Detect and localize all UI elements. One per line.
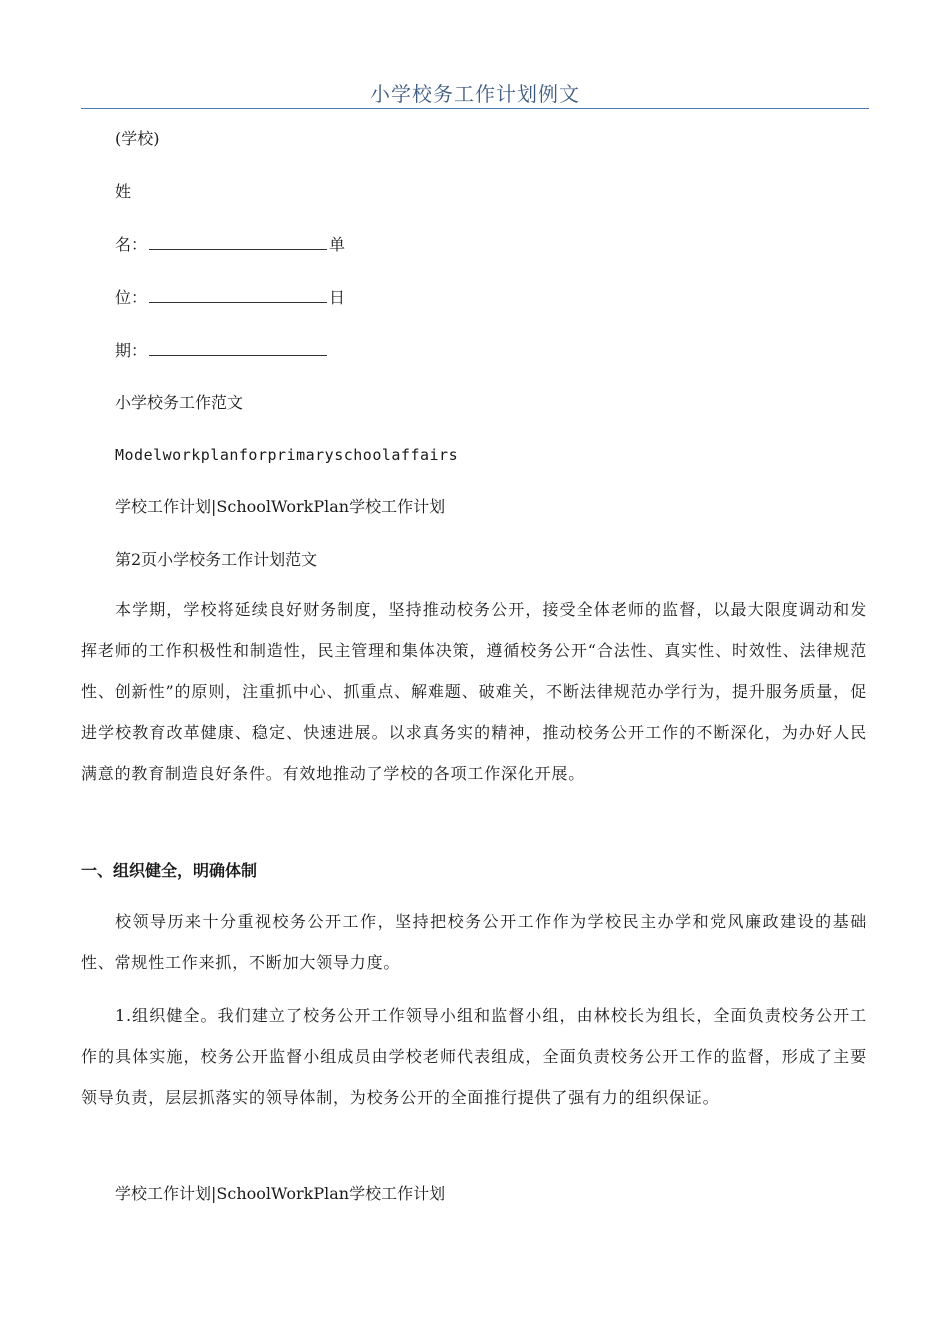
section-1-heading: 一、组织健全，明确体制 xyxy=(81,861,258,880)
date-label-first: 日 xyxy=(329,288,346,307)
section-1-paragraph: 校领导历来十分重视校务公开工作，坚持把校务公开工作作为学校民主办学和党风廉政建设的基础性、常规性工作来抓，不断加大领导力度。 xyxy=(81,912,867,972)
subtitle-chinese: 小学校务工作范文 xyxy=(115,393,244,412)
name-field-row xyxy=(115,233,345,256)
unit-label-second: 位： xyxy=(115,288,148,307)
footer-note: 学校工作计划|SchoolWorkPlan学校工作计划 xyxy=(115,1184,446,1203)
name-label-first: 姓 xyxy=(115,182,132,201)
school-label: (学校) xyxy=(115,129,160,148)
header-note: 学校工作计划|SchoolWorkPlan学校工作计划 xyxy=(115,497,446,516)
unit-blank-line xyxy=(149,286,327,303)
page-title: 小学校务工作计划例文 xyxy=(370,82,580,106)
date-field-row xyxy=(115,339,329,362)
title-divider xyxy=(81,108,869,109)
name-label-second: 名： xyxy=(115,235,148,254)
date-label-second: 期： xyxy=(115,341,148,360)
intro-paragraph: 本学期，学校将延续良好财务制度，坚持推动校务公开，接受全体老师的监督，以最大限度调动和发挥老师的工作积极性和制造性，民主管理和集体决策，遵循校务公开“合法性、真实性、时效性、法律规范性、创新性”的原则，注重抓中心、抓重点、解难题、破难关，不断法律规范办学行为，提升服务质量，促进学校教育改革健康、稳定、快速进展。以求真务实的精神，推动校务公开工作的不断深化，为办好人民满意的教育制造良好条件。有效地推动了学校的各项工作深化开展。 xyxy=(81,600,867,783)
unit-field-row xyxy=(115,286,345,309)
subtitle-english: Modelworkplanforprimaryschoolaffairs xyxy=(115,446,459,464)
page-reference: 第2页小学校务工作计划范文 xyxy=(115,550,318,569)
item-1-paragraph: 1.组织健全。我们建立了校务公开工作领导小组和监督小组，由林校长为组长，全面负责校务公开工作的具体实施，校务公开监督小组成员由学校老师代表组成，全面负责校务公开工作的监督，形成了主要领导负责，层层抓落实的领导体制，为校务公开的全面推行提供了强有力的组织保证。 xyxy=(81,1006,867,1107)
date-blank-line xyxy=(149,339,327,356)
unit-label-first: 单 xyxy=(329,235,346,254)
name-blank-line xyxy=(149,233,327,250)
